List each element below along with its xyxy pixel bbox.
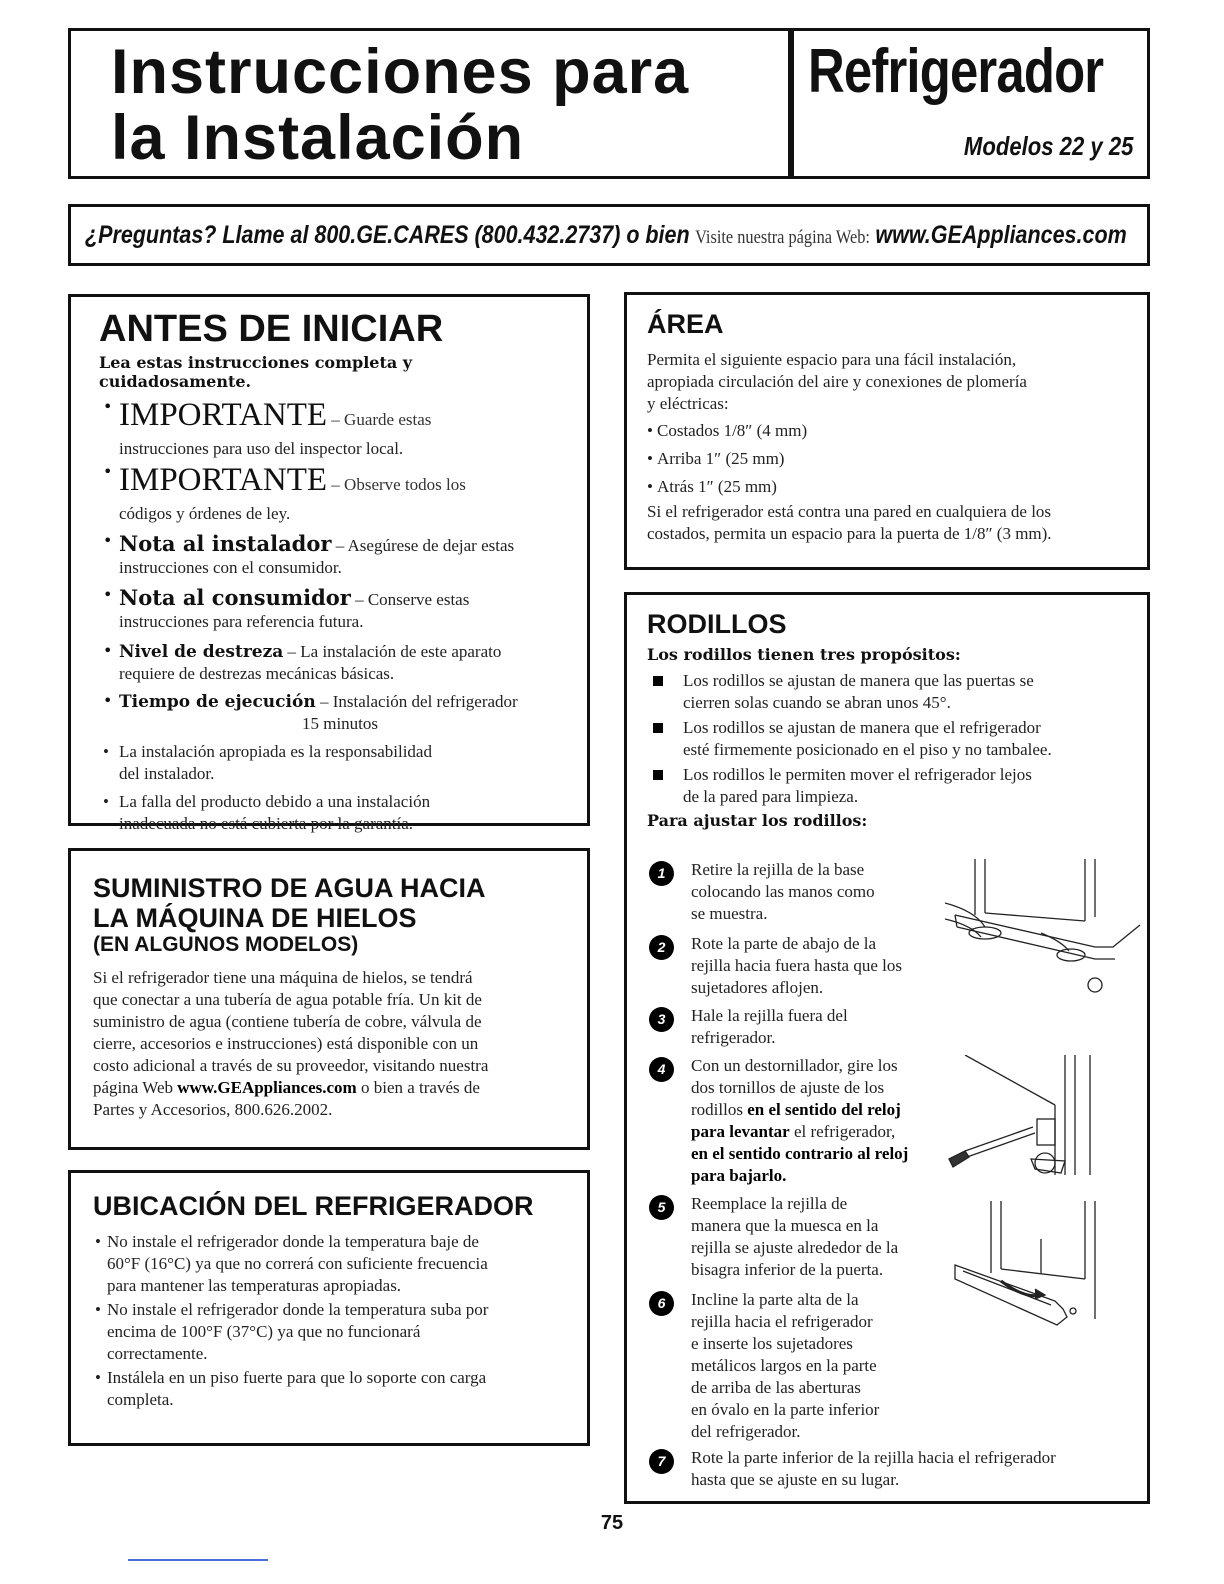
water-supply-section — [68, 848, 590, 1150]
list-item: • Tiempo de ejecución – Instalación del refrigerador 15 minutos — [99, 691, 561, 735]
list-item: Los rodillos le permiten mover el refrigerador lejos de la pared para limpieza. — [647, 764, 1133, 808]
section-title: RODILLOS — [647, 609, 787, 639]
list-item: • IMPORTANTE – Guarde estas instrucciones para uso del inspector local. — [99, 397, 561, 460]
before-you-begin-section — [68, 294, 590, 833]
list-item: • La instalación apropiada es la responsabilidad del instalador. — [99, 741, 561, 785]
contact-bar — [68, 204, 1150, 266]
list-item: • No instale el refrigerador donde la temperatura suba por encima de 100°F (37°C) ya que no funcionará correctamente. — [93, 1299, 565, 1365]
rollers-section: RODILLOS Los rodillos tienen tres propósitos: Los rodillos se ajustan de manera que las puertas se cierren solas cuando se abran unos 45°. Los rodillos se ajustan de manera que el refrigerador esté firmemente posicionado en el piso y no tambalee. Los rodillos le permiten mover el refrigerador lejos de la pared para limpieza. Para ajustar los rodillos: 1 Retire la rejilla de la base colocando las manos como se muestra. 2 Rote la parte de abajo de la rejilla hacia fuera hasta que los sujetadores aflojen. 3 Hale la rejilla fuera del refrigerador. 4 Con un destornillador, gire los dos tornillos de ajuste de los rodillos en el sentido del reloj para levantar el refrigerador, en el sentido contrario al reloj para bajarlo. 5 Reemplace la rejilla de manera que la muesca en la rejilla se ajuste alrededor de la bisagra inferior de la puerta. 6 Incline la parte alta de la rejilla hacia el refrigerador e inserte los sujetadores metálicos largos en la parte de arriba de las aberturas en óvalo en la parte inferior del refrigerador. 7 Rote la parte inferior de la rejilla hacia el refrigerador hasta que se ajuste en su lugar. — [624, 592, 1150, 1504]
screwdriver-illustration — [945, 1055, 1145, 1185]
area-section — [624, 292, 1150, 570]
page-title — [111, 39, 689, 171]
adjust-heading: Para ajustar los rodillos: — [647, 811, 868, 830]
list-item: • No instale el refrigerador donde la temperatura baje de 60°F (16°C) ya que no correrá con suficiente frecuencia para mantener las temperaturas apropiadas. — [93, 1231, 565, 1297]
list-item: • Instálela en un piso fuerte para que lo soporte con carga completa. — [93, 1367, 565, 1411]
section-subtitle: (EN ALGUNOS MODELOS) — [93, 933, 359, 956]
website-link[interactable]: www.GEAppliances.com — [177, 1078, 357, 1097]
section-title-2: LA MÁQUINA DE HIELOS — [93, 903, 417, 933]
list-item: • Costados 1/8″ (4 mm) — [647, 417, 1131, 445]
water-supply-body: Si el refrigerador tiene una máquina de hielos, se tendrá que conectar a una tubería de agua potable fría. Un kit de suministro de agua (contiene tubería de cobre, válvula de cierre, accesorios e instrucciones) está disponible con un costo adicional a través de su proveedor, visitando nuestra página Web www.GEAppliances.com o bien a través de Partes y Accesorios, 800.626.2002. — [93, 968, 489, 1119]
section-title: SUMINISTRO DE AGUA HACIA — [93, 873, 486, 903]
list-item: • Nota al consumidor – Conserve estas instrucciones para referencia futura. — [99, 585, 561, 633]
section-title: UBICACIÓN DEL REFRIGERADOR — [93, 1191, 534, 1221]
contact-url[interactable]: www.GEAppliances.com — [875, 221, 1127, 249]
rollers-lead: Los rodillos tienen tres propósitos: — [647, 645, 961, 664]
list-item: Los rodillos se ajustan de manera que el refrigerador esté firmemente posicionado en el piso y no tambalee. — [647, 717, 1133, 761]
footer-rule — [128, 1559, 268, 1561]
product-title: Refrigerador — [808, 37, 1104, 106]
location-section — [68, 1170, 590, 1446]
area-intro: Permita el siguiente espacio para una fácil instalación, apropiada circulación del aire y conexiones de plomería y eléctricas: — [647, 350, 1027, 413]
grille-removal-illustration — [945, 855, 1145, 1005]
list-item: • Nivel de destreza – La instalación de este aparato requiere de destrezas mecánicas básicas. — [99, 641, 561, 685]
list-item: • IMPORTANTE – Observe todos los códigos y órdenes de ley. — [99, 462, 561, 525]
contact-question: ¿Preguntas? Llame al 800.GE.CARES (800.432.2737) o bien — [85, 221, 690, 249]
header-title-box — [68, 28, 791, 179]
before-list — [99, 397, 561, 835]
list-item: • Nota al instalador – Asegúrese de dejar estas instrucciones con el consumidor. — [99, 531, 561, 579]
grille-replace-illustration — [945, 1199, 1145, 1339]
list-item: • Arriba 1″ (25 mm) — [647, 445, 1131, 473]
purposes-list — [647, 670, 1133, 808]
section-title: ANTES DE INICIAR — [99, 308, 444, 350]
clearance-list — [647, 417, 1131, 501]
section-title: ÁREA — [647, 309, 724, 339]
location-list — [93, 1231, 565, 1411]
list-item: • Atrás 1″ (25 mm) — [647, 473, 1131, 501]
page-number: 75 — [600, 1512, 624, 1534]
area-outro: Si el refrigerador está contra una pared en cualquiera de los costados, permita un espacio para la puerta de 1/8″ (3 mm). — [647, 502, 1052, 543]
contact-visit: Visite nuestra página Web: — [695, 227, 870, 248]
list-item: • La falla del producto debido a una instalación inadecuada no está cubierta por la garantía. — [99, 791, 561, 835]
list-item: Los rodillos se ajustan de manera que las puertas se cierren solas cuando se abran unos 45°. — [647, 670, 1133, 714]
section-lead: Lea estas instrucciones completa y cuidadosamente. — [99, 353, 413, 391]
title-line-2: la Instalación — [111, 103, 525, 173]
header-product-box — [791, 28, 1150, 179]
title-line-1: Instrucciones para — [111, 37, 690, 107]
models-label: Modelos 22 y 25 — [963, 131, 1133, 161]
